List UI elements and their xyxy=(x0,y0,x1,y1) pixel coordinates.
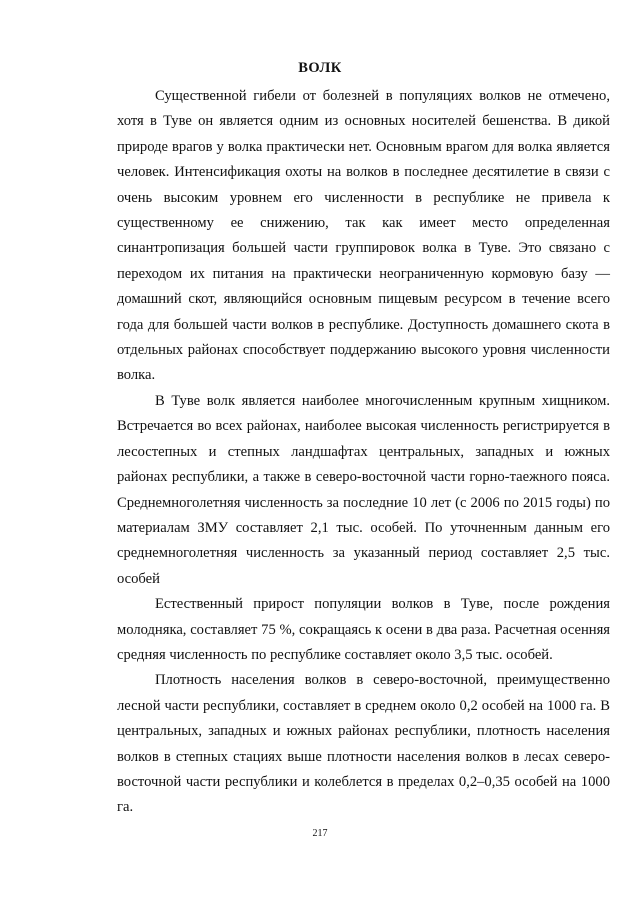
paragraph-natural-growth: Естественный прирост популяции волков в Туве, после рождения молодняка, составляет 75 %, сокращаясь к осени в два раза. Расчетная осенняя средняя численность по республике составляет около 3,5 тыс. особей. xyxy=(117,596,610,663)
paragraph-disease-and-enemies: Существенной гибели от болезней в популяциях волков не отмечено, хотя в Туве он является одним из основных носителей бешенства. В дикой природе врагов у волка практически нет. Основным врагом для волка является человек. Интенсификация охоты на волков в последнее десятилетие в связи с очень высоким уровнем его численности в республике не привела к существенному ее снижению, так как имеет место определенная синантропизация большей части группировок волка в Туве. Это связано с переходом их питания на практически неограниченную кормовую базу — домашний скот, являющийся основным пищевым ресурсом в течение всего года для большей части волков в республике. Доступность домашнего скота в отдельных районах способствует поддержанию высокого уровня численности волка. xyxy=(117,88,610,384)
paragraph-population-distribution: В Туве волк является наиболее многочисленным крупным хищником. Встречается во всех районах, наиболее высокая численность регистрируется в лесостепных и степных ландшафтах центральных, западных и южных районах республики, а также в северо-восточной части горно-таежного пояса. Среднемноголетняя численность за последние 10 лет (с 2006 по 2015 годы) по материалам ЗМУ составляет 2,1 тыс. особей. По уточненным данным его среднемноголетняя численность за указанный период составляет 2,5 тыс. особей xyxy=(117,392,610,587)
paragraph-population-density: Плотность населения волков в северо-восточной, преимущественно лесной части республики, составляет в среднем около 0,2 особей на 1000 га. В центральных, западных и южных районах республики, плотность населения волков в степных стациях выше плотности населения волков в лесах северо-восточной части республики и колеблется в пределах 0,2–0,35 особей на 1000 га. xyxy=(117,672,610,816)
body-text xyxy=(117,84,610,821)
page-title: ВОЛК xyxy=(298,60,342,76)
page-number: 217 xyxy=(312,828,328,839)
